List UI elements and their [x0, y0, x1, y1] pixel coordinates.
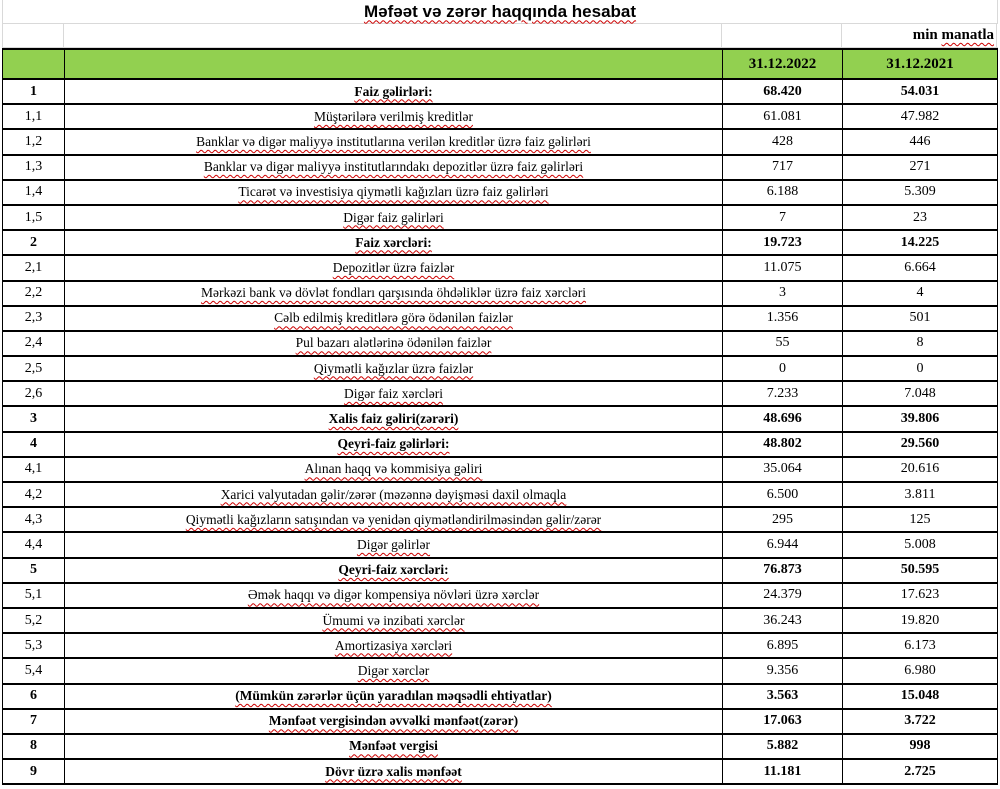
row-label-text: Xarici valyutadan gəlir/zərər (məzənnə dəyişməsi daxil olmaqla [220, 486, 567, 502]
value-2022-cell: 36.243 [723, 608, 843, 633]
unit-note [842, 24, 997, 47]
value-2022-cell: 6.188 [723, 180, 843, 205]
row-label-cell [65, 482, 723, 507]
table-row [3, 255, 998, 280]
header-cell-number [3, 49, 65, 79]
unit-cell-spacer-3 [722, 24, 842, 47]
value-2021-cell: 39.806 [843, 406, 998, 431]
row-label-cell [65, 406, 723, 431]
value-2022-cell: 7 [723, 205, 843, 230]
value-2022-cell: 35.064 [723, 457, 843, 482]
row-label-text: Mənfəət vergisindən əvvəlki mənfəət(zərər) [268, 713, 519, 729]
table-row [3, 432, 998, 457]
row-label-text: Digər faiz xərcləri [344, 385, 443, 401]
row-label-text: Qiymətli kağızlar üzrə faizlər [313, 360, 474, 376]
row-label-text: Qeyri-faiz xərcləri: [338, 562, 449, 578]
row-label-cell [65, 532, 723, 557]
row-number-cell: 3 [3, 406, 65, 431]
value-2021-cell: 998 [843, 734, 998, 759]
row-label-cell [65, 684, 723, 709]
row-label-cell [65, 633, 723, 658]
value-2022-cell: 61.081 [723, 104, 843, 129]
row-label-cell [65, 180, 723, 205]
table-row [3, 205, 998, 230]
row-label-cell [65, 205, 723, 230]
value-2021-cell: 29.560 [843, 432, 998, 457]
row-number-cell: 1,5 [3, 205, 65, 230]
value-2022-cell: 68.420 [723, 79, 843, 104]
table-row [3, 759, 998, 784]
report-title: Məfəət və zərər haqqında hesabat [363, 1, 637, 21]
value-2021-cell: 7.048 [843, 381, 998, 406]
value-2021-cell: 6.980 [843, 658, 998, 683]
table-row [3, 633, 998, 658]
header-cell-date-2021: 31.12.2021 [843, 49, 998, 79]
table-row [3, 406, 998, 431]
row-label-text: Depozitlər üzrə faizlər [332, 259, 455, 275]
row-label-text: Ümumi və inzibati xərclər [322, 612, 465, 628]
row-number-cell: 2,5 [3, 356, 65, 381]
row-label-text: Digər faiz gəlirləri [343, 209, 444, 225]
row-number-cell: 1,4 [3, 180, 65, 205]
row-label-text: Digər gəlirlər [356, 536, 431, 552]
value-2022-cell: 11.075 [723, 255, 843, 280]
table-row [3, 79, 998, 104]
value-2021-cell: 54.031 [843, 79, 998, 104]
value-2021-cell: 5.008 [843, 532, 998, 557]
value-2022-cell: 6.895 [723, 633, 843, 658]
row-label-cell [65, 759, 723, 784]
value-2022-cell: 17.063 [723, 709, 843, 734]
row-label-text: Xalis faiz gəliri(zərəri) [328, 411, 459, 427]
row-label-text: Digər xərclər [357, 662, 430, 678]
value-2022-cell: 3.563 [723, 684, 843, 709]
row-label-text: Alınan haqq və kommisiya gəliri [304, 461, 483, 477]
row-label-text: Əmək haqqı və digər kompensiya növləri üzrə xərclər [247, 587, 540, 603]
row-label-cell [65, 104, 723, 129]
row-label-cell [65, 155, 723, 180]
header-cell-label [65, 49, 723, 79]
table-row [3, 684, 998, 709]
value-2021-cell: 23 [843, 205, 998, 230]
row-label-text: Banklar və digər maliyyə institutlarındakı depozitlər üzrə faiz gəlirləri [203, 159, 584, 175]
unit-cell-spacer-1 [2, 24, 64, 47]
row-number-cell: 8 [3, 734, 65, 759]
row-label-cell [65, 129, 723, 154]
table-row [3, 583, 998, 608]
table-row [3, 356, 998, 381]
row-number-cell: 9 [3, 759, 65, 784]
value-2022-cell: 19.723 [723, 230, 843, 255]
value-2022-cell: 48.802 [723, 432, 843, 457]
row-number-cell: 5,2 [3, 608, 65, 633]
row-number-cell: 2,4 [3, 331, 65, 356]
row-label-cell [65, 608, 723, 633]
unit-note-word: manatla [941, 27, 994, 43]
table-row [3, 180, 998, 205]
row-label-cell [65, 658, 723, 683]
value-2022-cell: 295 [723, 507, 843, 532]
table-row [3, 658, 998, 683]
value-2021-cell: 15.048 [843, 684, 998, 709]
row-number-cell: 4,4 [3, 532, 65, 557]
row-label-text: Mənfəət vergisi [349, 738, 438, 754]
table-row [3, 734, 998, 759]
row-number-cell: 5,4 [3, 658, 65, 683]
row-label-text: Faiz xərcləri: [355, 234, 432, 250]
row-label-cell [65, 255, 723, 280]
value-2022-cell: 24.379 [723, 583, 843, 608]
value-2021-cell: 5.309 [843, 180, 998, 205]
value-2022-cell: 428 [723, 129, 843, 154]
value-2021-cell: 17.623 [843, 583, 998, 608]
value-2022-cell: 48.696 [723, 406, 843, 431]
table-row [3, 709, 998, 734]
value-2022-cell: 55 [723, 331, 843, 356]
value-2022-cell: 5.882 [723, 734, 843, 759]
row-label-text: Banklar və digər maliyyə institutlarına verilən kreditlər üzrə faiz gəlirləri [196, 133, 591, 149]
row-label-cell [65, 79, 723, 104]
row-label-text: Qeyri-faiz gəlirləri: [337, 436, 450, 452]
row-label-cell [65, 356, 723, 381]
table-row [3, 129, 998, 154]
table-row [3, 532, 998, 557]
row-label-text: (Mümkün zərərlər üçün yaradılan məqsədli ehtiyatlar) [235, 688, 552, 704]
value-2022-cell: 0 [723, 356, 843, 381]
value-2021-cell: 50.595 [843, 558, 998, 583]
table-row [3, 558, 998, 583]
row-label-cell [65, 457, 723, 482]
row-label-cell [65, 432, 723, 457]
report-title-row [2, 0, 998, 24]
table-row [3, 230, 998, 255]
row-number-cell: 5 [3, 558, 65, 583]
row-label-cell [65, 709, 723, 734]
row-number-cell: 1,1 [3, 104, 65, 129]
value-2021-cell: 2.725 [843, 759, 998, 784]
unit-cell-spacer-2 [64, 24, 722, 47]
row-label-text: Müştərilərə verilmiş kreditlər [314, 108, 473, 124]
value-2021-cell: 271 [843, 155, 998, 180]
value-2021-cell: 8 [843, 331, 998, 356]
value-2021-cell: 47.982 [843, 104, 998, 129]
row-number-cell: 4,1 [3, 457, 65, 482]
value-2021-cell: 19.820 [843, 608, 998, 633]
table-row [3, 104, 998, 129]
value-2022-cell: 3 [723, 281, 843, 306]
row-number-cell: 1,2 [3, 129, 65, 154]
header-row [3, 49, 998, 79]
row-number-cell: 4 [3, 432, 65, 457]
row-number-cell: 1 [3, 79, 65, 104]
table-row [3, 306, 998, 331]
table-row [3, 457, 998, 482]
value-2021-cell: 0 [843, 356, 998, 381]
report-table-body [3, 79, 998, 784]
report-table [2, 48, 998, 785]
report-table-header [3, 49, 998, 79]
table-row [3, 608, 998, 633]
row-number-cell: 2,6 [3, 381, 65, 406]
unit-note-row [2, 24, 998, 48]
row-number-cell: 2,1 [3, 255, 65, 280]
value-2022-cell: 9.356 [723, 658, 843, 683]
row-label-text: Pul bazarı alətlərinə ödənilən faizlər [295, 335, 492, 351]
row-label-cell [65, 734, 723, 759]
table-row [3, 155, 998, 180]
value-2022-cell: 6.944 [723, 532, 843, 557]
row-label-cell [65, 306, 723, 331]
value-2022-cell: 11.181 [723, 759, 843, 784]
value-2021-cell: 446 [843, 129, 998, 154]
row-label-cell [65, 507, 723, 532]
value-2022-cell: 76.873 [723, 558, 843, 583]
row-label-text: Cəlb edilmiş kreditlərə görə ödənilən faizlər [274, 310, 513, 326]
table-row [3, 381, 998, 406]
row-label-text: Qiymətli kağızların satışından və yenidən qiymətləndirilməsindən gəlir/zərər [185, 511, 602, 527]
row-label-cell [65, 381, 723, 406]
header-cell-date-2022: 31.12.2022 [723, 49, 843, 79]
row-label-cell [65, 281, 723, 306]
row-label-text: Mərkəzi bank və dövlət fondları qarşısında öhdəliklər üzrə faiz xərcləri [201, 285, 586, 301]
value-2021-cell: 20.616 [843, 457, 998, 482]
row-label-cell [65, 583, 723, 608]
value-2021-cell: 3.722 [843, 709, 998, 734]
value-2021-cell: 501 [843, 306, 998, 331]
value-2022-cell: 6.500 [723, 482, 843, 507]
table-row [3, 482, 998, 507]
value-2021-cell: 4 [843, 281, 998, 306]
row-number-cell: 7 [3, 709, 65, 734]
row-number-cell: 2,2 [3, 281, 65, 306]
row-number-cell: 4,2 [3, 482, 65, 507]
row-label-text: Dövr üzrə xalis mənfəət [325, 763, 462, 779]
row-number-cell: 5,3 [3, 633, 65, 658]
row-label-text: Faiz gəlirləri: [354, 83, 433, 99]
unit-note-prefix: min [912, 27, 938, 43]
table-row [3, 507, 998, 532]
table-row [3, 281, 998, 306]
row-number-cell: 2,3 [3, 306, 65, 331]
value-2021-cell: 3.811 [843, 482, 998, 507]
table-row [3, 331, 998, 356]
row-label-cell [65, 230, 723, 255]
value-2021-cell: 125 [843, 507, 998, 532]
value-2022-cell: 717 [723, 155, 843, 180]
row-label-cell [65, 558, 723, 583]
value-2021-cell: 14.225 [843, 230, 998, 255]
value-2022-cell: 1.356 [723, 306, 843, 331]
row-number-cell: 1,3 [3, 155, 65, 180]
value-2021-cell: 6.173 [843, 633, 998, 658]
row-label-cell [65, 331, 723, 356]
row-label-text: Amortizasiya xərcləri [334, 637, 453, 653]
row-number-cell: 4,3 [3, 507, 65, 532]
value-2022-cell: 7.233 [723, 381, 843, 406]
value-2021-cell: 6.664 [843, 255, 998, 280]
row-number-cell: 6 [3, 684, 65, 709]
row-number-cell: 5,1 [3, 583, 65, 608]
row-number-cell: 2 [3, 230, 65, 255]
row-label-text: Ticarət və investisiya qiymətli kağızları üzrə faiz gəlirləri [238, 184, 549, 200]
